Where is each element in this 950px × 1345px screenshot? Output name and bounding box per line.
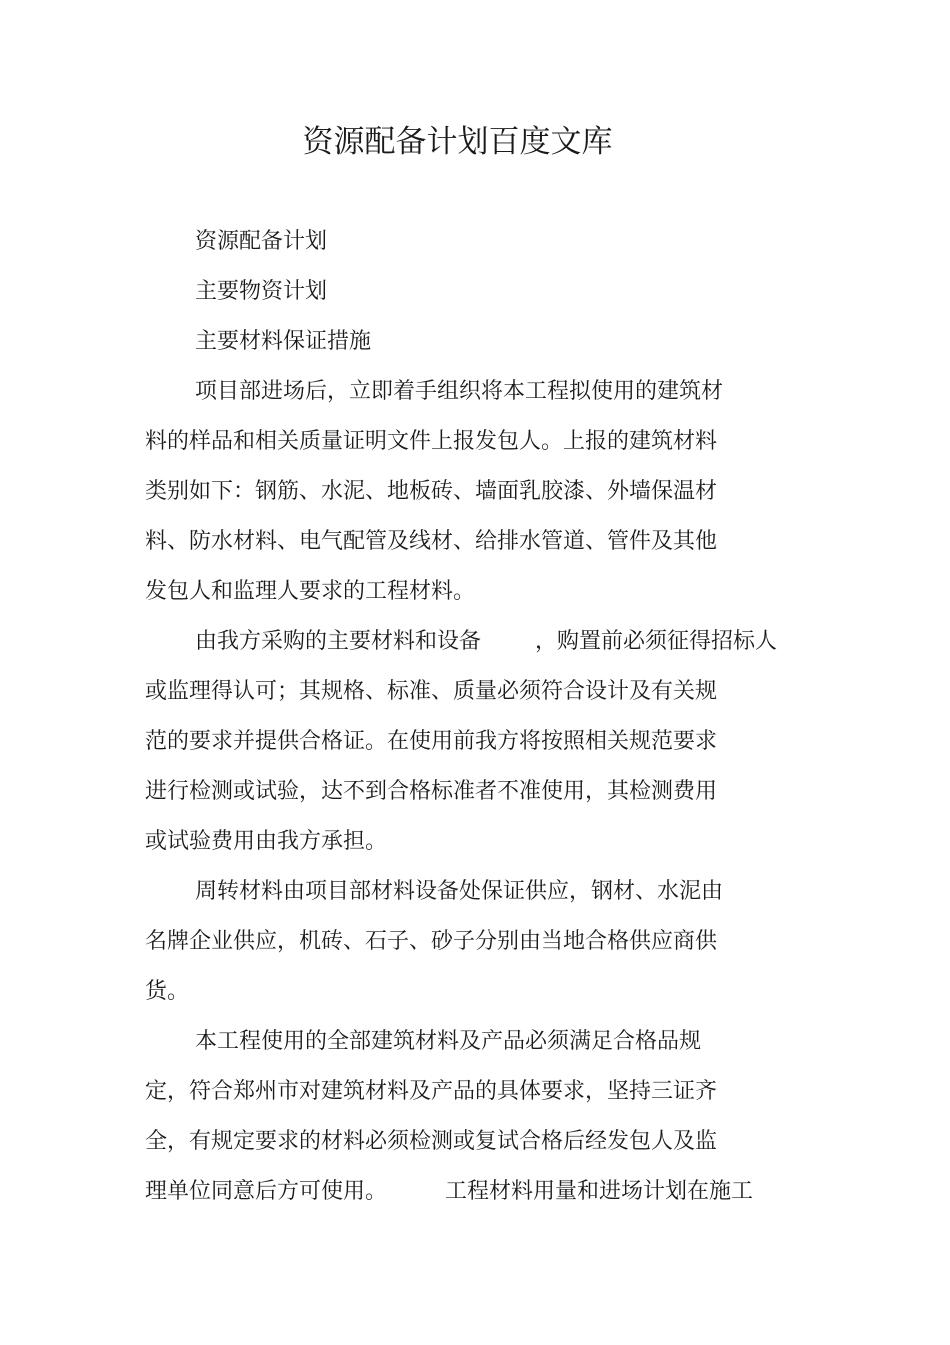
- paragraph-line: 料、防水材料、电气配管及线材、给排水管道、管件及其他: [145, 529, 718, 554]
- paragraph-line: ，购置前必须征得招标人: [535, 629, 778, 654]
- paragraph-line: 周转材料由项目部材料设备处保证供应，钢材、水泥由: [195, 879, 724, 904]
- document-title: 资源配备计划百度文库: [302, 124, 613, 160]
- heading-resource-plan: 资源配备计划: [195, 229, 328, 254]
- paragraph-line: 理单位同意后方可使用。: [145, 1179, 388, 1204]
- paragraph-line: 类别如下：钢筋、水泥、地板砖、墙面乳胶漆、外墙保温材: [145, 479, 718, 504]
- paragraph-line: 或监理得认可；其规格、标准、质量必须符合设计及有关规: [145, 679, 718, 704]
- paragraph-line: 发包人和监理人要求的工程材料。: [145, 579, 476, 604]
- paragraph-line: 本工程使用的全部建筑材料及产品必须满足合格品规: [195, 1029, 702, 1054]
- paragraph-line: 定，符合郑州市对建筑材料及产品的具体要求，坚持三证齐: [145, 1079, 718, 1104]
- paragraph-line: 料的样品和相关质量证明文件上报发包人。上报的建筑材料: [145, 429, 718, 454]
- paragraph-line: 货。: [145, 979, 190, 1004]
- heading-material-plan: 主要物资计划: [195, 279, 328, 304]
- heading-material-measures: 主要材料保证措施: [195, 329, 372, 354]
- paragraph-line: 全，有规定要求的材料必须检测或复试合格后经发包人及监: [145, 1129, 718, 1154]
- paragraph-line: 范的要求并提供合格证。在使用前我方将按照相关规范要求: [145, 729, 718, 754]
- paragraph-line: 或试验费用由我方承担。: [145, 829, 388, 854]
- paragraph-line: 名牌企业供应，机砖、石子、砂子分别由当地合格供应商供: [145, 929, 718, 954]
- paragraph-line: 进行检测或试验，达不到合格标准者不准使用，其检测费用: [145, 779, 718, 804]
- paragraph-line: 由我方采购的主要材料和设备: [195, 629, 482, 654]
- paragraph-line: 工程材料用量和进场计划在施工: [445, 1179, 754, 1204]
- paragraph-line: 项目部进场后，立即着手组织将本工程拟使用的建筑材: [195, 379, 724, 404]
